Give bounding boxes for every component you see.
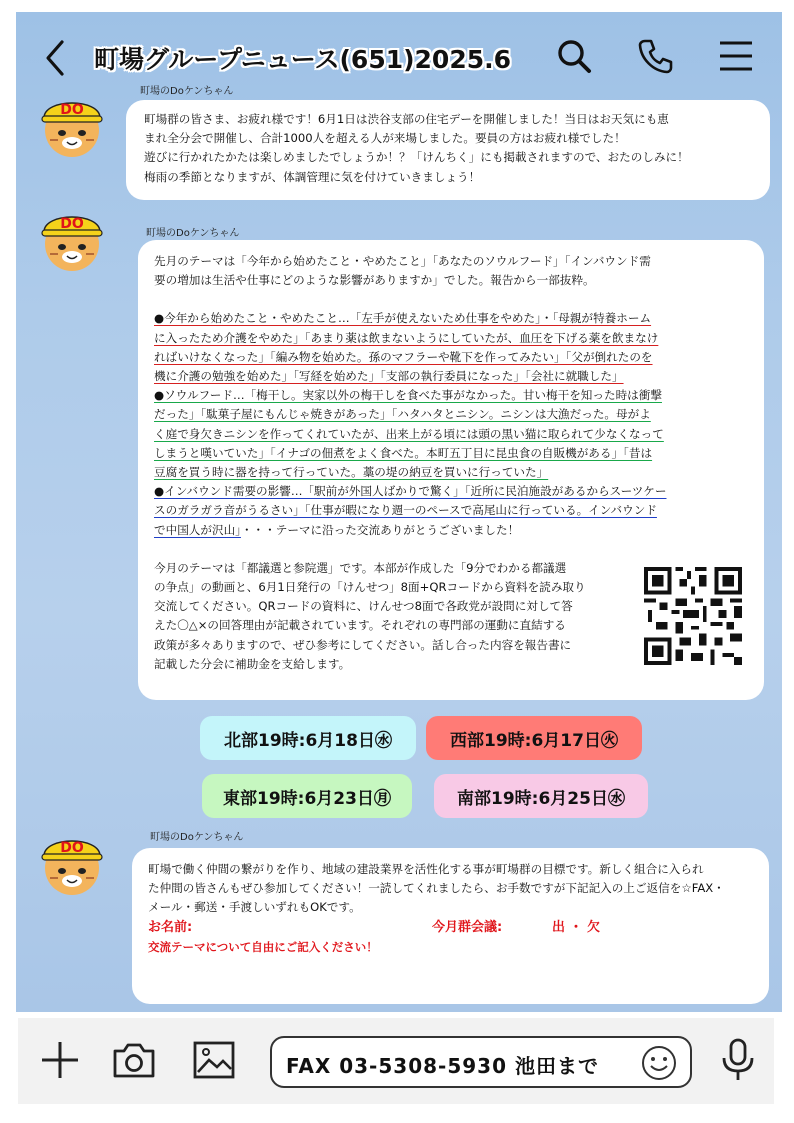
topic-green-line: だった」「駄菓子屋にもんじゃ焼きがあった」「ハタハタとニシン。ニシンは大漁だった。母がよ: [154, 407, 651, 422]
fax-number: FAX 03-5308-5930 池田まで: [286, 1054, 599, 1078]
svg-text:DO: DO: [60, 216, 84, 232]
message-line: [154, 367, 750, 386]
search-icon[interactable]: [554, 36, 594, 76]
message-line: 先月のテーマは「今年から始めたこと・やめたこと」「あなたのソウルフード」「インバウンド需: [154, 254, 651, 268]
sender-name: 町場のDoケンちゃん: [150, 832, 244, 843]
message-line: 政策が多々ありますので、ぜひ参考にしてください。話し合った内容を報告書に: [154, 637, 572, 652]
microphone-icon[interactable]: [714, 1036, 762, 1084]
topic-green-line: く庭で身欠きニシンを作ってくれていたが、出来上がる頃には頭の黒い猫に取られて少なくなって: [154, 426, 664, 441]
dokenchan-avatar-icon: [36, 826, 108, 898]
message-bubble: [132, 848, 769, 1004]
message-line: 遊びに行かれたかたは楽しめましたでしょうか！？「けんちく」にも掲載されますので、おたのしみに！: [144, 150, 689, 165]
top-bar: [16, 30, 782, 86]
attendance-options[interactable]: 出 ・ 欠: [552, 919, 601, 935]
message-input[interactable]: [270, 1036, 692, 1088]
message-line: [154, 386, 750, 405]
chat-screen: [16, 12, 782, 1012]
topic-red-line: に入ったため介護をやめた」「あまり薬は飲まないようにしていたが、血圧を下げる薬を飲まなけ: [154, 330, 659, 345]
back-chevron-icon[interactable]: [40, 36, 70, 80]
schedule-north: 北部19時:6月18日㊌: [200, 716, 416, 760]
schedule-east: 東部19時:6月23日㊊: [202, 774, 412, 818]
name-label: お名前:: [148, 919, 193, 935]
message-line: 梅雨の季節となりますが、体調管理に気を付けていきましょう！: [144, 169, 481, 184]
sender-name: 町場のDoケンちゃん: [140, 86, 234, 97]
topic-red-line: 機に介護の勉強を始めた」「写経を始めた」「支部の執行委員になった」「会社に就職した」: [154, 369, 624, 384]
message-line: [154, 425, 750, 444]
topic-blue-line: ●インバウンド需要の影響…「駅前が外国人ばかりで驚く」「近所に民泊施設があるからスーツケー: [154, 484, 667, 499]
plus-icon[interactable]: [36, 1036, 84, 1084]
qr-code[interactable]: [644, 567, 742, 665]
schedule-south: 南部19時:6月25日㊌: [434, 774, 648, 818]
message-line: まれ全分会で開催し、合計1000人を超える人が来場しました。要員の方はお疲れ様でした！: [144, 131, 626, 146]
svg-text:DO: DO: [60, 102, 84, 118]
free-note-label: 交流テーマについて自由にご記入ください！: [148, 939, 378, 954]
message-line: た仲間の皆さんもぜひ参加してください！一読してくれましたら、お手数ですが下記記入の上ご返信を☆FAX・: [148, 881, 725, 896]
message-line: [154, 521, 750, 540]
topic-green-line: ●ソウルフード…「梅干し。実家以外の梅干しを食べた事がなかった。甘い梅干を知った時は衝撃: [154, 388, 662, 403]
message-line: [154, 405, 750, 424]
page-title: 町場グループニュース(651)2025.6: [94, 45, 512, 74]
message-line: [154, 444, 750, 463]
phone-icon[interactable]: [636, 36, 676, 76]
topic-blue-tail: ・・・テーマに沿った交流ありがとうございました！: [240, 522, 520, 537]
message-line: [154, 348, 750, 367]
message-line: [154, 309, 750, 328]
svg-text:DO: DO: [60, 840, 84, 856]
message-line: 交流してください。QRコードの資料に、けんせつ8面で各政党が設問に対して答: [154, 599, 573, 614]
dokenchan-avatar-icon: [36, 88, 108, 160]
message-line: 記載した分会に補助金を支給します。: [154, 656, 351, 671]
topic-green-line: しまうと嘆いていた」「イナゴの佃煮をよく食べた。本町五丁目に昆虫食の自販機がある」「昔は: [154, 445, 653, 460]
dokenchan-avatar-icon: [36, 202, 108, 274]
sender-name: 町場のDoケンちゃん: [146, 228, 240, 239]
topic-blue-line: スのガラガラ音がうるさい」「仕事が暇になり週一のペースで高尾山に行っている。インバウンド: [154, 503, 657, 518]
image-icon[interactable]: [190, 1036, 238, 1084]
camera-icon[interactable]: [110, 1036, 158, 1084]
topic-blue-line: で中国人が沢山」: [154, 522, 241, 537]
message-line: [154, 463, 750, 482]
topic-red-line: ればいけなくなった」「編み物を始めた。孫のマフラーや靴下を作ってみたい」「父が倒れたのを: [154, 349, 653, 364]
message-line: えた〇△×の回答理由が記載されています。それぞれの専門部の運動に直結する: [154, 618, 566, 633]
smiley-icon[interactable]: [640, 1044, 678, 1082]
menu-icon[interactable]: [716, 36, 756, 76]
message-line: メール・郵送・手渡しいずれもOKです。: [148, 900, 361, 915]
message-line: 要の増加は生活や仕事にどのような影響がありますか」でした。報告から一部抜粋。: [154, 273, 595, 288]
message-line: 町場で働く仲間の繋がりを作り、地域の建設業界を活性化する事が町場群の目標です。新しく組合に入られ: [148, 862, 704, 876]
message-line: [154, 501, 750, 520]
schedule-west: 西部19時:6月17日㊋: [426, 716, 642, 760]
message-line: の争点」の動画と、6月1日発行の「けんせつ」8面+QRコードから資料を読み取り: [154, 580, 586, 595]
message-line: [154, 482, 750, 501]
meeting-label: 今月群会議:: [432, 919, 503, 935]
bottom-input-bar: [18, 1018, 774, 1104]
message-line: 今月のテーマは「都議選と参院選」です。本部が作成した「9分でわかる都議選: [154, 560, 567, 575]
message-line: 町場群の皆さま、お疲れ様です！6月1日は渋谷支部の住宅デーを開催しました！当日はお天気にも恵: [144, 112, 669, 126]
topic-green-line: 豆腐を買う時に器を持って行っていた。藁の堤の納豆を買いに行っていた」: [154, 465, 549, 480]
message-line: [154, 329, 750, 348]
topic-red-line: ●今年から始めたこと・やめたこと…「左手が使えないため仕事をやめた」・「母親が特養ホーム: [154, 311, 652, 326]
message-bubble: [126, 100, 770, 200]
